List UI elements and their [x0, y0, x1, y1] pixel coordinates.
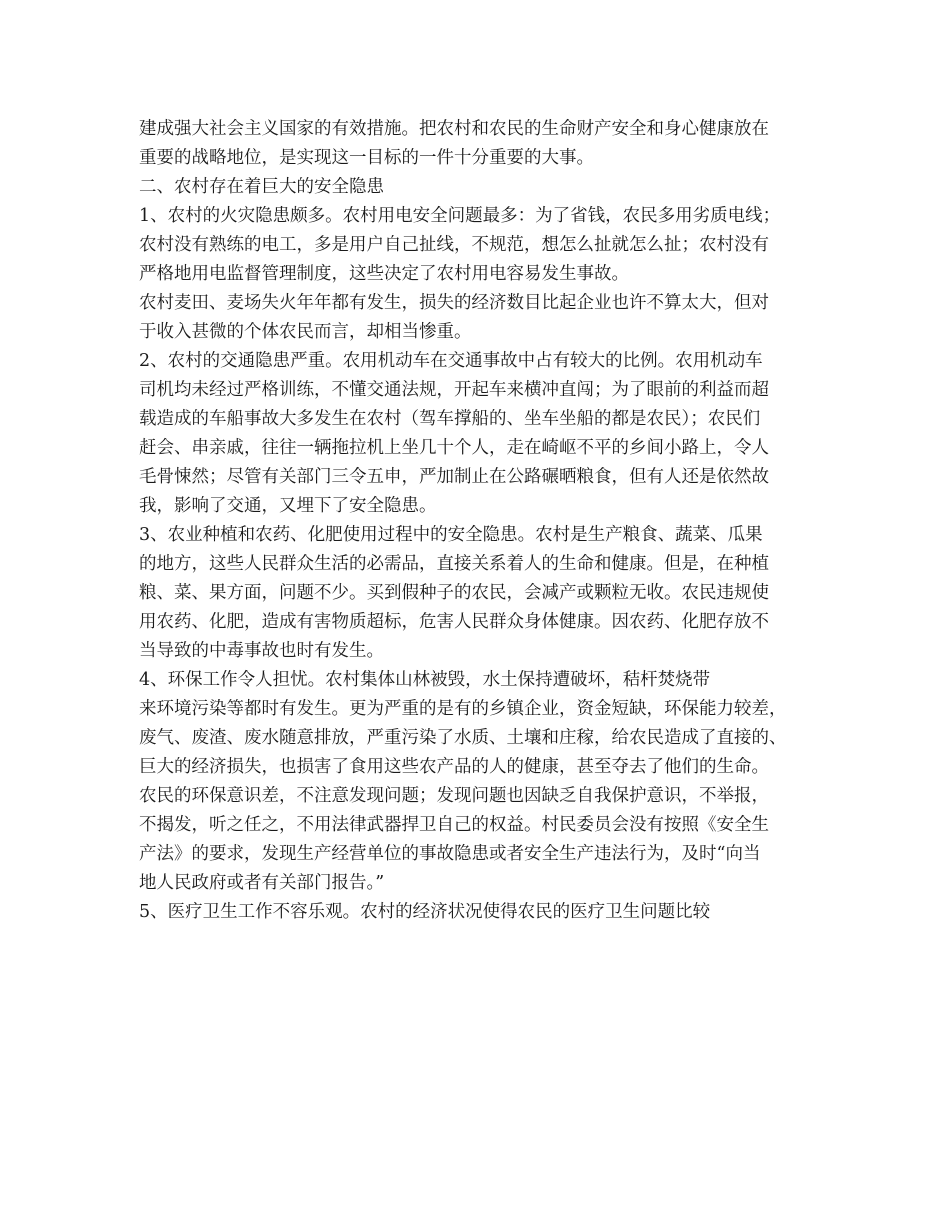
- text-line: 农村没有熟练的电工，多是用户自己扯线，不规范，想怎么扯就怎么扯；农村没有: [139, 235, 769, 255]
- text-line: 废气、废渣、废水随意排放，严重污染了水质、土壤和庄稼，给农民造成了直接的、: [139, 728, 787, 748]
- text-line: 毛骨悚然；尽管有关部门三令五申，严加制止在公路碾晒粮食，但有人还是依然故: [139, 467, 769, 487]
- text-line: 粮、菜、果方面，问题不少。买到假种子的农民，会减产或颗粒无收。农民违规使: [139, 583, 769, 603]
- text-line: 5、医疗卫生工作不容乐观。农村的经济状况使得农民的医疗卫生问题比较: [139, 902, 711, 922]
- text-line: 载造成的车船事故大多发生在农村（驾车撑船的、坐车坐船的都是农民）；农民们: [139, 409, 761, 429]
- text-line: 我，影响了交通，又埋下了安全隐患。: [139, 496, 437, 516]
- text-line: 不揭发，听之任之，不用法律武器捍卫自己的权益。村民委员会没有按照《安全生: [139, 815, 769, 835]
- text-line: 巨大的经济损失，也损害了食用这些农产品的人的健康，甚至夺去了他们的生命。: [139, 757, 769, 777]
- text-line: 建成强大社会主义国家的有效措施。把农村和农民的生命财产安全和身心健康放在: [139, 119, 769, 139]
- text-line: 赶会、串亲戚，往往一辆拖拉机上坐几十个人，走在崎岖不平的乡间小路上，令人: [139, 438, 769, 458]
- text-line: 4、环保工作令人担忧。农村集体山林被毁，水土保持遭破坏，秸杆焚烧带: [139, 670, 711, 690]
- text-line: 当导致的中毒事故也时有发生。: [139, 641, 384, 661]
- document-body: [139, 115, 829, 927]
- text-line: 产法》的要求，发现生产经营单位的事故隐患或者安全生产违法行为，及时“向当: [139, 844, 761, 864]
- text-line: 的地方，这些人民群众生活的必需品，直接关系着人的生命和健康。但是，在种植: [139, 554, 769, 574]
- text-line: 重要的战略地位，是实现这一目标的一件十分重要的大事。: [139, 148, 594, 168]
- text-line: 农民的环保意识差，不注意发现问题；发现问题也因缺乏自我保护意识，不举报，: [139, 786, 769, 806]
- text-line: 1、农村的火灾隐患颇多。农村用电安全问题最多：为了省钱，农民多用劣质电线；: [139, 206, 781, 226]
- text-line: 用农药、化肥，造成有害物质超标，危害人民群众身体健康。因农药、化肥存放不: [139, 612, 769, 632]
- text-line: 严格地用电监督管理制度，这些决定了农村用电容易发生事故。: [139, 264, 629, 284]
- text-line: 2、农村的交通隐患严重。农用机动车在交通事故中占有较大的比例。农用机动车: [139, 351, 763, 371]
- text-line: 于收入甚微的个体农民而言，却相当惨重。: [139, 322, 472, 342]
- text-line: 司机均未经过严格训练，不懂交通法规，开起车来横冲直闯；为了眼前的利益而超: [139, 380, 769, 400]
- text-line: 地人民政府或者有关部门报告。”: [139, 873, 385, 893]
- section-heading: 二、农村存在着巨大的安全隐患: [139, 177, 384, 197]
- text-line: 来环境污染等都时有发生。更为严重的是有的乡镇企业，资金短缺，环保能力较差，: [139, 699, 787, 719]
- text-line: 3、农业种植和农药、化肥使用过程中的安全隐患。农村是生产粮食、蔬菜、瓜果: [139, 525, 763, 545]
- text-line: 农村麦田、麦场失火年年都有发生，损失的经济数目比起企业也许不算太大，但对: [139, 293, 769, 313]
